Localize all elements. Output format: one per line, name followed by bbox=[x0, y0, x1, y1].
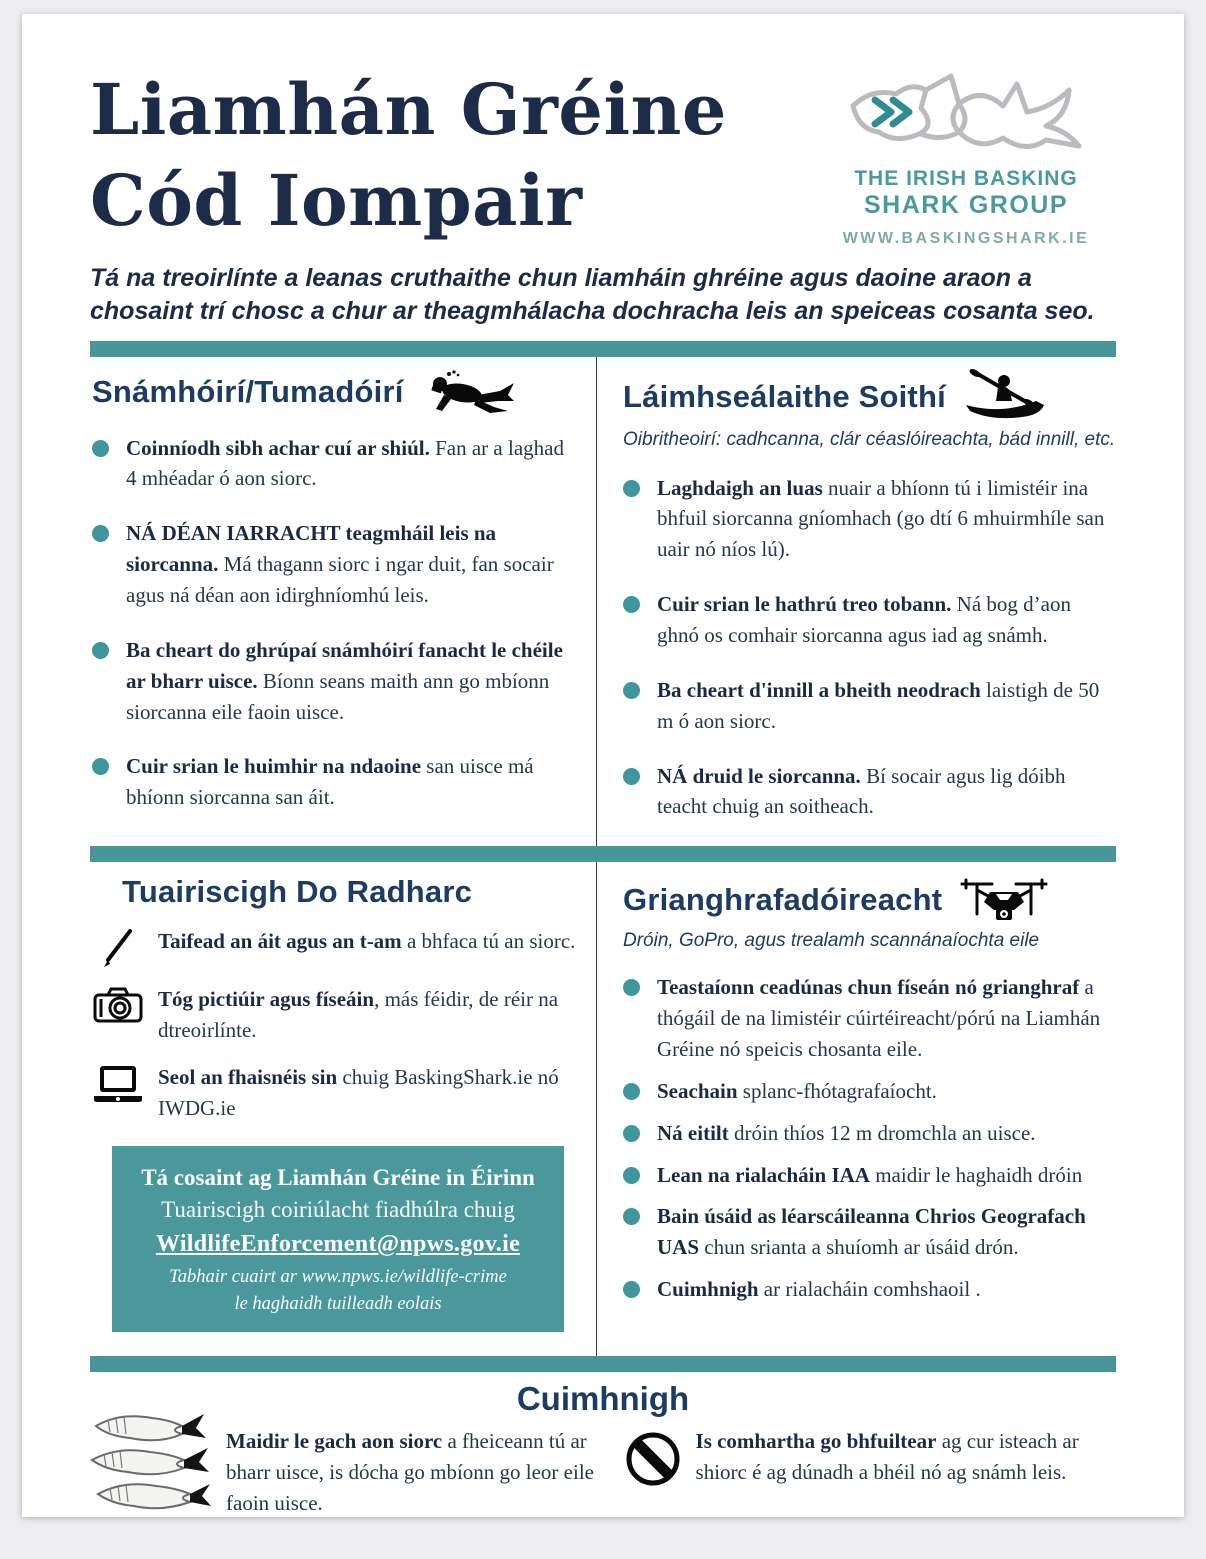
camera-icon bbox=[92, 986, 144, 1024]
page-title bbox=[90, 64, 816, 246]
list-item: NÁ DÉAN IARRACHT teagmháil leis na siorcanna. Má thagann siorc i ngar duit, fan socair agus ná déan aon idirghníomhú leis. bbox=[92, 518, 578, 611]
list-item: Cuimhnigh ar rialacháin comhshaoil . bbox=[623, 1274, 1116, 1305]
report-list bbox=[92, 926, 578, 1123]
swimmers-title: Snámhóirí/Tumadóirí bbox=[92, 373, 404, 409]
vessels-list bbox=[623, 473, 1116, 823]
section-photography bbox=[596, 862, 1116, 1356]
pencil-icon bbox=[92, 928, 144, 968]
list-item: Taifead an áit agus an t-am a bhfaca tú an siorc. bbox=[92, 926, 578, 968]
org-name-line-2: SHARK GROUP bbox=[863, 191, 1068, 219]
laptop-icon bbox=[92, 1064, 144, 1104]
bullet-dot bbox=[92, 440, 109, 457]
scuba-diver-icon bbox=[420, 369, 516, 415]
vessels-title: Láimhseálaithe Soithí bbox=[623, 378, 946, 414]
info-box-heading: Tá cosaint ag Liamhán Gréine in Éirinn bbox=[141, 1164, 535, 1190]
report-title: Tuairiscigh Do Radharc bbox=[122, 874, 473, 910]
bullet-dot bbox=[623, 596, 640, 613]
basking-sharks-sketch-icon bbox=[90, 1404, 212, 1517]
list-item: Lean na rialacháin IAA maidir le haghaidh dróin bbox=[623, 1160, 1116, 1191]
kayaker-icon bbox=[962, 369, 1048, 425]
row-swimmers-vessels bbox=[90, 357, 1116, 847]
list-item: Seol an fhaisnéis sin chuig BaskingShark.ie nó IWDG.ie bbox=[92, 1062, 578, 1124]
bullet-dot bbox=[623, 1125, 640, 1142]
bullet-dot bbox=[623, 768, 640, 785]
remember-right-item bbox=[624, 1420, 1116, 1517]
photography-title: Grianghrafadóireacht bbox=[623, 882, 943, 918]
list-item: Cuir srian le hathrú treo tobann. Ná bog d’aon ghnó os comhair siorcanna agus iad ag snámh. bbox=[623, 589, 1116, 651]
row-report-photography bbox=[90, 862, 1116, 1356]
poster-page bbox=[22, 14, 1184, 1517]
info-box-note: Tabhair cuairt ar www.npws.ie/wildlife-crime le haghaidh tuilleadh eolais bbox=[169, 1267, 507, 1314]
remember-left-item bbox=[90, 1420, 624, 1517]
info-box-text: Tuairiscigh coiriúlacht fiadhúlra chuig bbox=[161, 1196, 515, 1222]
bullet-dot bbox=[623, 1167, 640, 1184]
list-item: Seachain splanc-fhótagrafaíocht. bbox=[623, 1076, 1116, 1107]
intro-paragraph: Tá na treoirlínte a leanas cruthaithe chun liamháin ghréine agus daoine araon a chosaint trí chosc a chur ar theagmhálacha dochracha leis an speiceas cosanta seo. bbox=[90, 264, 1095, 326]
wildlife-enforcement-email-link[interactable]: WildlifeEnforcement@npws.gov.ie bbox=[155, 1231, 521, 1258]
bullet-dot bbox=[92, 758, 109, 775]
org-logo bbox=[816, 64, 1116, 248]
list-item: Laghdaigh an luas nuair a bhíonn tú i limistéir ina bhfuil siorcanna gníomhach (go dtí 6 mhuirmhíle san uair nó níos lú). bbox=[623, 473, 1116, 566]
bullet-dot bbox=[623, 1281, 640, 1298]
org-name-line-1: THE IRISH BASKING bbox=[854, 167, 1078, 190]
section-remember bbox=[90, 1380, 1116, 1517]
bullet-dot bbox=[92, 642, 109, 659]
title-line-2: Cód Iompair bbox=[90, 159, 583, 242]
section-report bbox=[90, 862, 596, 1356]
section-swimmers bbox=[90, 357, 596, 847]
vessels-subtitle: Oibritheoirí: cadhcanna, clár céaslóireachta, bád innill, etc. bbox=[623, 428, 1116, 450]
drone-icon bbox=[958, 874, 1050, 926]
list-item: Ná eitilt dróin thíos 12 m dromchla an uisce. bbox=[623, 1118, 1116, 1149]
bullet-dot bbox=[623, 979, 640, 996]
list-item: Ba cheart do ghrúpaí snámhóirí fanacht le chéile ar bharr uisce. Bíonn seans maith ann go mbíonn siorcanna eile faoin uisce. bbox=[92, 635, 578, 728]
swimmers-list bbox=[92, 433, 578, 814]
remember-left-text: Maidir le gach aon siorc a fheiceann tú ar bharr uisce, is dócha go mbíonn go leor eile faoin uisce. bbox=[226, 1429, 594, 1515]
remember-title: Cuimhnigh bbox=[516, 1380, 690, 1418]
protection-info-box bbox=[112, 1146, 564, 1332]
bullet-dot bbox=[92, 525, 109, 542]
list-item: Teastaíonn ceadúnas chun físeán nó grianghraf a thógáil de na limistéir cúirtéireacht/pórú na Liamhán Gréine nó speicis chosanta eile. bbox=[623, 972, 1116, 1065]
photography-subtitle: Dróin, GoPro, agus trealamh scannánaíochta eile bbox=[623, 930, 1040, 952]
bullet-dot bbox=[623, 1083, 640, 1100]
list-item: Ba cheart d'innill a bheith neodrach laistigh de 50 m ó aon siorc. bbox=[623, 675, 1116, 737]
bullet-dot bbox=[623, 682, 640, 699]
section-vessels bbox=[596, 357, 1116, 847]
remember-right-text: Is comhartha go bhfuiltear ag cur isteach ar shiorc é ag dúnadh a bhéil nó ag snámh leis. bbox=[695, 1429, 1079, 1485]
photography-list bbox=[623, 972, 1116, 1305]
header bbox=[90, 64, 1116, 248]
list-item: Bain úsáid as léarscáileanna Chrios Geografach UAS chun srianta a shuíomh ar úsáid drón. bbox=[623, 1201, 1116, 1263]
list-item: Coinníodh sibh achar cuí ar shiúl. Fan ar a laghad 4 mhéadar ó aon siorc. bbox=[92, 433, 578, 495]
divider-bar-bottom bbox=[90, 1356, 1116, 1372]
divider-bar-top bbox=[90, 341, 1116, 357]
bullet-dot bbox=[623, 1208, 640, 1225]
list-item: Cuir srian le huimhir na ndaoine san uisce má bhíonn siorcanna san áit. bbox=[92, 751, 578, 813]
title-line-1: Liamhán Gréine bbox=[90, 68, 727, 151]
list-item: Tóg pictiúir agus físeáin, más féidir, de réir na dtreoirlínte. bbox=[92, 984, 578, 1046]
basking-shark-logo-icon bbox=[816, 68, 1116, 163]
list-item: NÁ druid le siorcanna. Bí socair agus lig dóibh teacht chuig an soitheach. bbox=[623, 761, 1116, 823]
bullet-dot bbox=[623, 480, 640, 497]
no-entry-icon bbox=[624, 1430, 682, 1488]
divider-bar-middle bbox=[90, 846, 1116, 862]
org-website: WWW.BASKINGSHARK.IE bbox=[842, 230, 1090, 247]
